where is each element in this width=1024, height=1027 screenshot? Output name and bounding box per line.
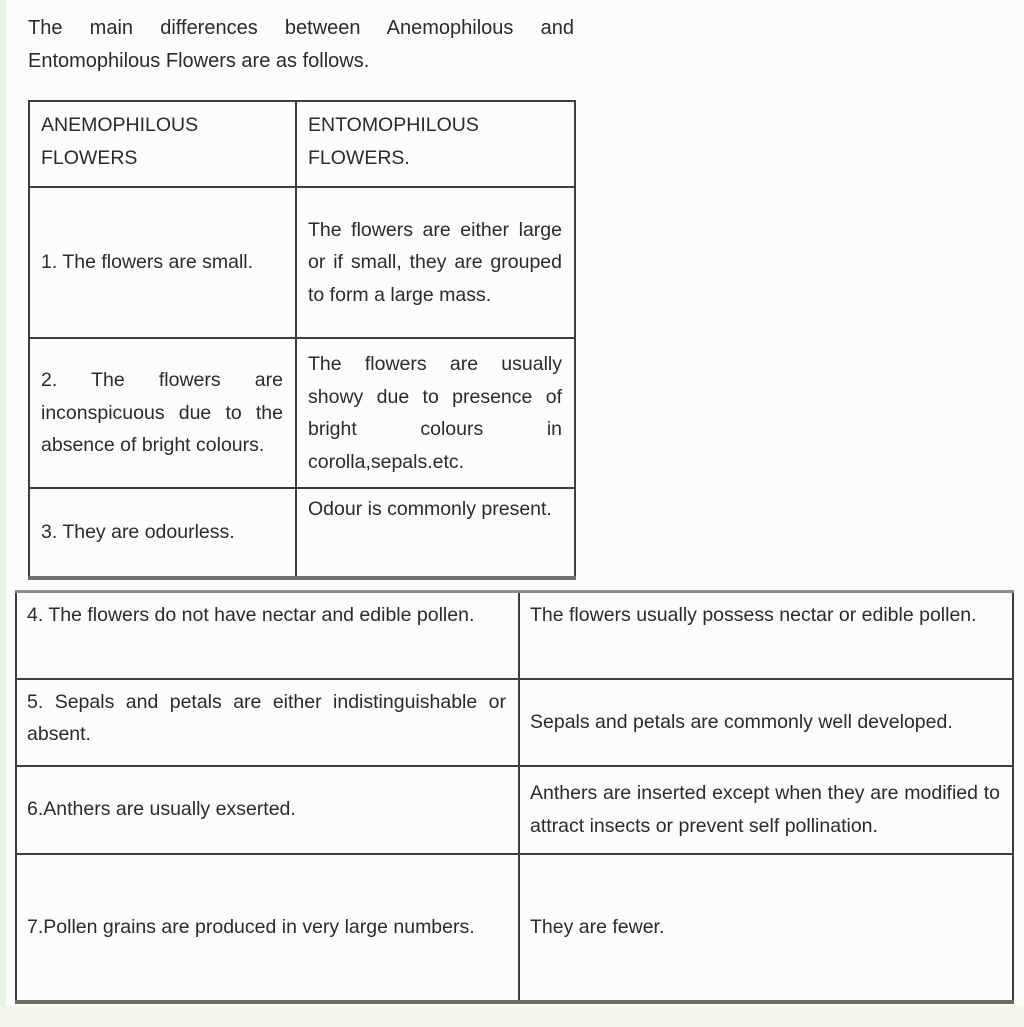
- header-anemophilous-flowers: ANEMOPHILOUS FLOWERS: [29, 101, 296, 187]
- left-edge-tint: [0, 0, 6, 1027]
- anemophilous-cell-6: 6.Anthers are usually exserted.: [16, 766, 519, 854]
- anemophilous-cell-2: 2. The flowers are inconspicuous due to the absence of bright colours.: [29, 338, 296, 488]
- table-header-row: [29, 101, 575, 187]
- table-row: [16, 854, 1013, 1002]
- entomophilous-cell-1: The flowers are either large or if small, they are grouped to form a large mass.: [296, 187, 575, 338]
- comparison-table-top: [28, 100, 576, 580]
- bottom-edge-tint: [0, 1006, 1024, 1027]
- table-row: [29, 338, 575, 488]
- table-row: [16, 766, 1013, 854]
- anemophilous-cell-7: 7.Pollen grains are produced in very large numbers.: [16, 854, 519, 1002]
- intro-paragraph: The main differences between Anemophilous and Entomophilous Flowers are as follows.: [28, 17, 574, 72]
- table-row: [16, 592, 1013, 679]
- table-row: [29, 187, 575, 338]
- entomophilous-cell-7: They are fewer.: [519, 854, 1013, 1002]
- table-row: [29, 488, 575, 578]
- anemophilous-cell-3: 3. They are odourless.: [29, 488, 296, 578]
- entomophilous-cell-3: Odour is commonly present.: [296, 488, 575, 578]
- entomophilous-cell-5: Sepals and petals are commonly well developed.: [519, 679, 1013, 766]
- anemophilous-cell-5: 5. Sepals and petals are either indistinguishable or absent.: [16, 679, 519, 766]
- anemophilous-cell-4: 4. The flowers do not have nectar and edible pollen.: [16, 592, 519, 679]
- comparison-table-bottom: [15, 590, 1014, 1004]
- table-row: [16, 679, 1013, 766]
- header-entomophilous-flowers: ENTOMOPHILOUS FLOWERS.: [296, 101, 575, 187]
- anemophilous-cell-1: 1. The flowers are small.: [29, 187, 296, 338]
- entomophilous-cell-6: Anthers are inserted except when they are modified to attract insects or prevent self pollination.: [519, 766, 1013, 854]
- entomophilous-cell-2: The flowers are usually showy due to presence of bright colours in corolla,sepals.etc.: [296, 338, 575, 488]
- entomophilous-cell-4: The flowers usually possess nectar or edible pollen.: [519, 592, 1013, 679]
